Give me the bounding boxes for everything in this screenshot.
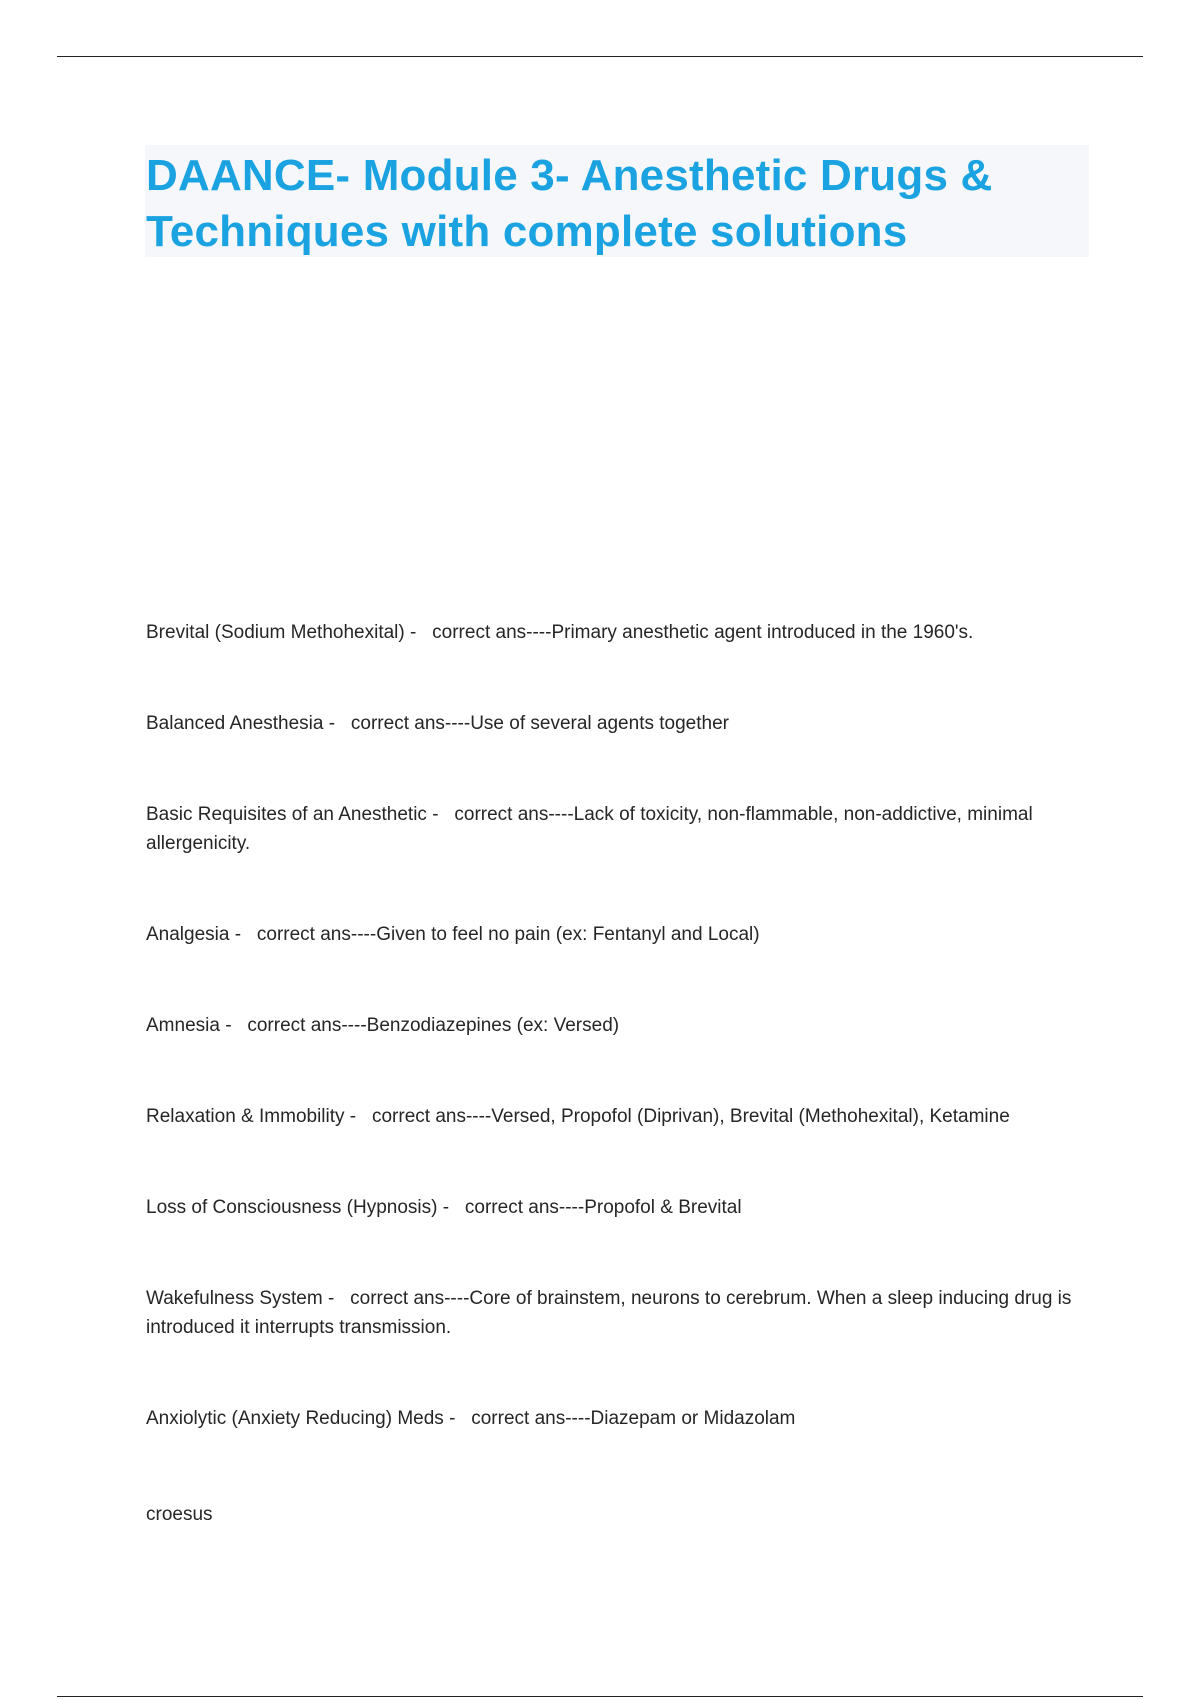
entry-answer: Propofol & Brevital <box>584 1197 742 1218</box>
entry-separator: - correct ans---- <box>323 713 471 734</box>
entry-term: Loss of Consciousness (Hypnosis) <box>146 1197 438 1218</box>
bottom-rule <box>57 1696 1143 1697</box>
entry-separator: - correct ans---- <box>322 1288 470 1309</box>
qa-entry-anxiolytic-meds <box>146 1404 1081 1433</box>
entry-term: Brevital (Sodium Methohexital) <box>146 622 405 643</box>
document-title: DAANCE- Module 3- Anesthetic Drugs & Techniques with complete solutions <box>146 151 993 256</box>
qa-entry-loss-of-consciousness <box>146 1193 1081 1222</box>
entry-separator: - correct ans---- <box>229 924 377 945</box>
entry-term: Analgesia <box>146 924 230 945</box>
top-rule <box>57 56 1143 57</box>
qa-entry-relaxation-immobility <box>146 1102 1081 1131</box>
qa-entry-analgesia <box>146 920 1081 949</box>
entry-separator: - correct ans---- <box>426 804 574 825</box>
qa-entry-wakefulness-system <box>146 1284 1081 1342</box>
entry-separator: - correct ans---- <box>443 1408 591 1429</box>
entry-answer: Use of several agents together <box>470 713 729 734</box>
entry-answer: Lack of toxicity, non-flammable, non-addictive, minimal allergenicity. <box>146 804 1033 854</box>
qa-entry-basic-requisites <box>146 800 1081 858</box>
qa-entry-amnesia <box>146 1011 1081 1040</box>
entry-term: Balanced Anesthesia <box>146 713 324 734</box>
entry-answer: Core of brainstem, neurons to cerebrum. When a sleep inducing drug is introduced it interrupts transmission. <box>146 1288 1072 1338</box>
entry-term: Amnesia <box>146 1015 220 1036</box>
qa-entry-brevital <box>146 618 1081 647</box>
entry-term: Basic Requisites of an Anesthetic <box>146 804 427 825</box>
entry-answer: Benzodiazepines (ex: Versed) <box>366 1015 620 1036</box>
entry-separator: - correct ans---- <box>219 1015 367 1036</box>
entry-term: Wakefulness System <box>146 1288 323 1309</box>
entry-term: Relaxation & Immobility <box>146 1106 345 1127</box>
entry-answer: Versed, Propofol (Diprivan), Brevital (Methohexital), Ketamine <box>491 1106 1010 1127</box>
footer-text: croesus <box>146 1504 213 1525</box>
entry-term: Anxiolytic (Anxiety Reducing) Meds <box>146 1408 444 1429</box>
entry-answer: Primary anesthetic agent introduced in the 1960's. <box>551 622 974 643</box>
entry-answer: Diazepam or Midazolam <box>590 1408 796 1429</box>
entry-separator: - correct ans---- <box>344 1106 492 1127</box>
qa-entry-balanced-anesthesia <box>146 709 1081 738</box>
entry-separator: - correct ans---- <box>404 622 552 643</box>
entry-separator: - correct ans---- <box>437 1197 585 1218</box>
entry-answer: Given to feel no pain (ex: Fentanyl and Local) <box>376 924 760 945</box>
